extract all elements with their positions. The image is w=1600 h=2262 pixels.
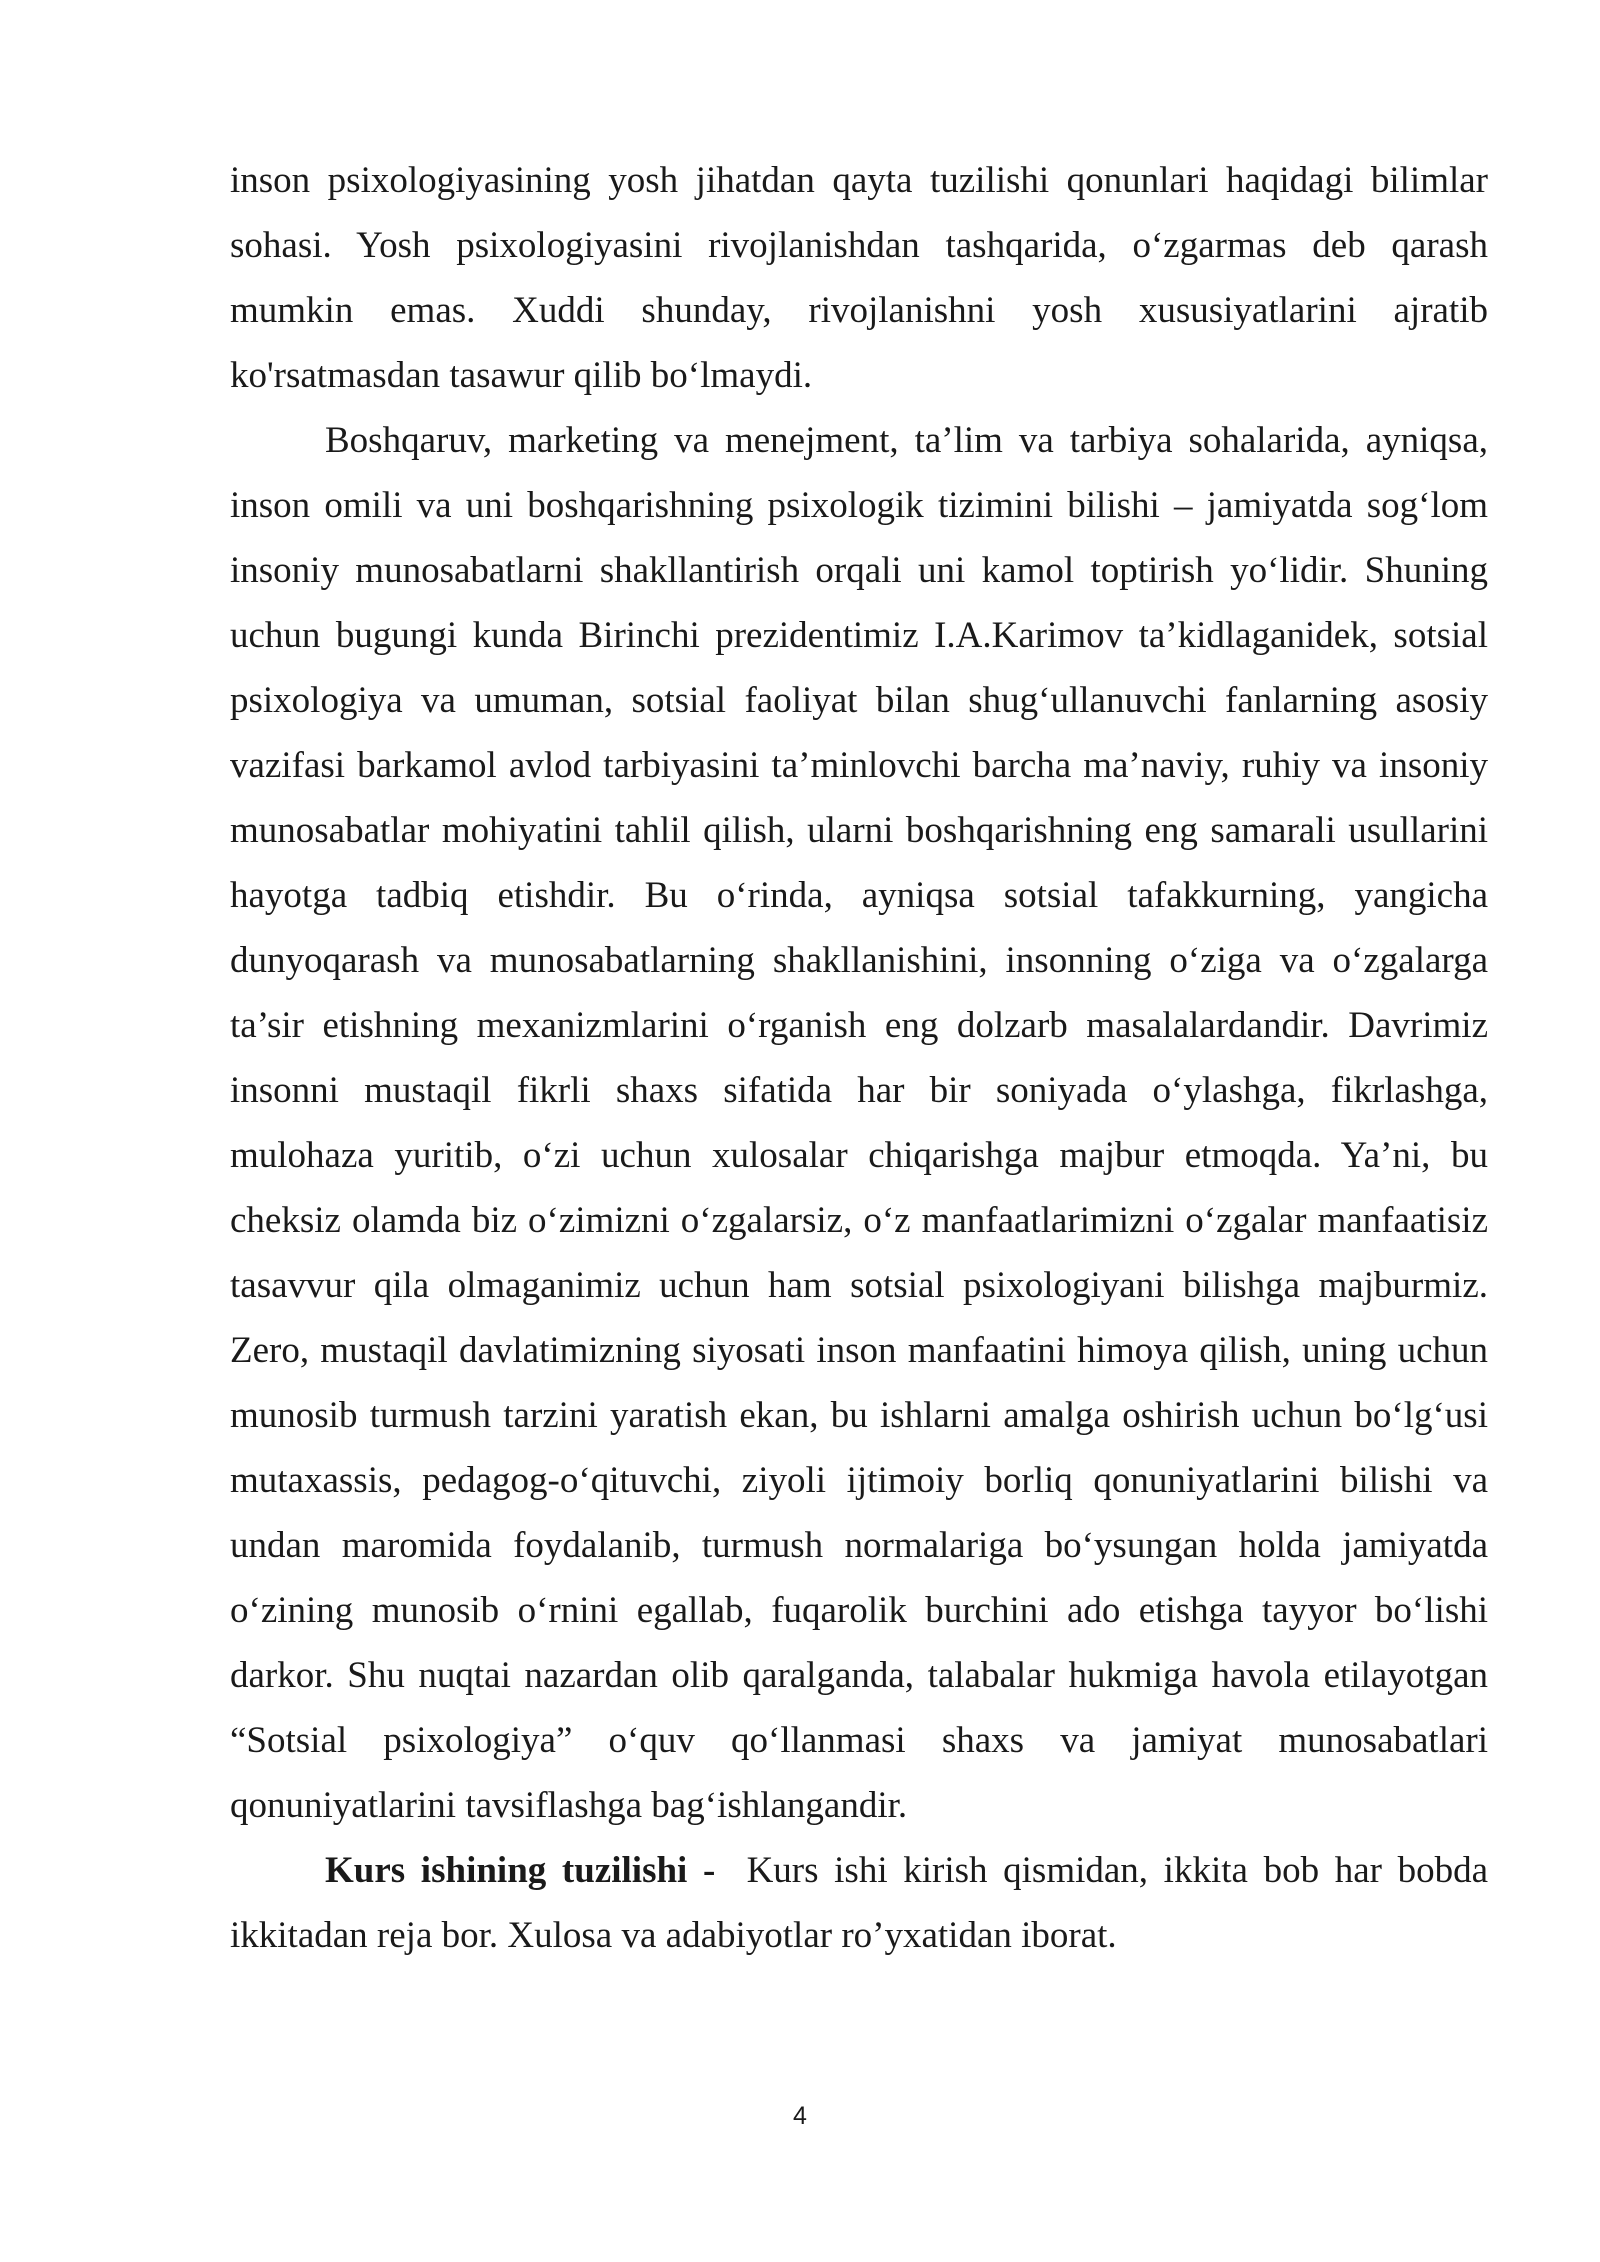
paragraph-structure	[230, 1838, 1488, 1968]
structure-body: Kurs ishi kirish qismidan, ikkita bob har bobda ikkitadan reja bor. Xulosa va adabiyotlar ro’yxatidan iborat.	[230, 1850, 1489, 1956]
structure-heading: Kurs ishining tuzilishi -	[325, 1850, 716, 1891]
paragraph-continuation: inson psixologiyasining yosh jihatdan qayta tuzilishi qonunlari haqidagi bilimlar sohasi. Yosh psixologiyasini rivojlanishdan tashqarida, o‘zgarmas deb qarash mumkin emas. Xuddi shunday, rivojlanishni yosh xususiyatlarini ajratib ko'rsatmasdan tasawur qilib bo‘lmaydi.	[230, 160, 1488, 396]
paragraph-main: Boshqaruv, marketing va menejment, ta’lim va tarbiya sohalarida, ayniqsa, inson omili va uni boshqarishning psixologik tizimini bilishi – jamiyatda sog‘lom insoniy munosabatlarni shakllantirish orqali uni kamol toptirish yo‘lidir. Shuning uchun bugungi kunda Birinchi prezidentimiz I.A.Karimov ta’kidlaganidek, sotsial psixologiya va umuman, sotsial faoliyat bilan shug‘ullanuvchi fanlarning asosiy vazifasi barkamol avlod tarbiyasini ta’minlovchi barcha ma’naviy, ruhiy va insoniy munosabatlar mohiyatini tahlil qilish, ularni boshqarishning eng samarali usullarini hayotga tadbiq etishdir. Bu o‘rinda, ayniqsa sotsial tafakkurning, yangicha dunyoqarash va munosabatlarning shakllanishini, insonning o‘ziga va o‘zgalarga ta’sir etishning mexanizmlarini o‘rganish eng dolzarb masalalardandir. Davrimiz insonni mustaqil fikrli shaxs sifatida har bir soniyada o‘ylashga, fikrlashga, mulohaza yuritib, o‘zi uchun xulosalar chiqarishga majbur etmoqda. Ya’ni, bu cheksiz olamda biz o‘zimizni o‘zgalarsiz, o‘z manfaatlarimizni o‘zgalar manfaatisiz tasavvur qila olmaganimiz uchun ham sotsial psixologiyani bilishga majburmiz. Zero, mustaqil davlatimizning siyosati inson manfaatini himoya qilish, uning uchun munosib turmush tarzini yaratish ekan, bu ishlarni amalga oshirish uchun bo‘lg‘usi mutaxassis, pedagog-o‘qituvchi, ziyoli ijtimoiy borliq qonuniyatlarini bilishi va undan maromida foydalanib, turmush normalariga bo‘ysungan holda jamiyatda o‘zining munosib o‘rnini egallab, fuqarolik burchini ado etishga tayyor bo‘lishi darkor. Shu nuqtai nazardan olib qaralganda, talabalar hukmiga havola etilayotgan “Sotsial psixologiya” o‘quv qo‘llanmasi shaxs va jamiyat munosabatlari qonuniyatlarini tavsiflashga bag‘ishlangandir.	[230, 420, 1488, 1826]
body-text	[230, 148, 1488, 1968]
page-number: 4	[793, 2102, 807, 2130]
